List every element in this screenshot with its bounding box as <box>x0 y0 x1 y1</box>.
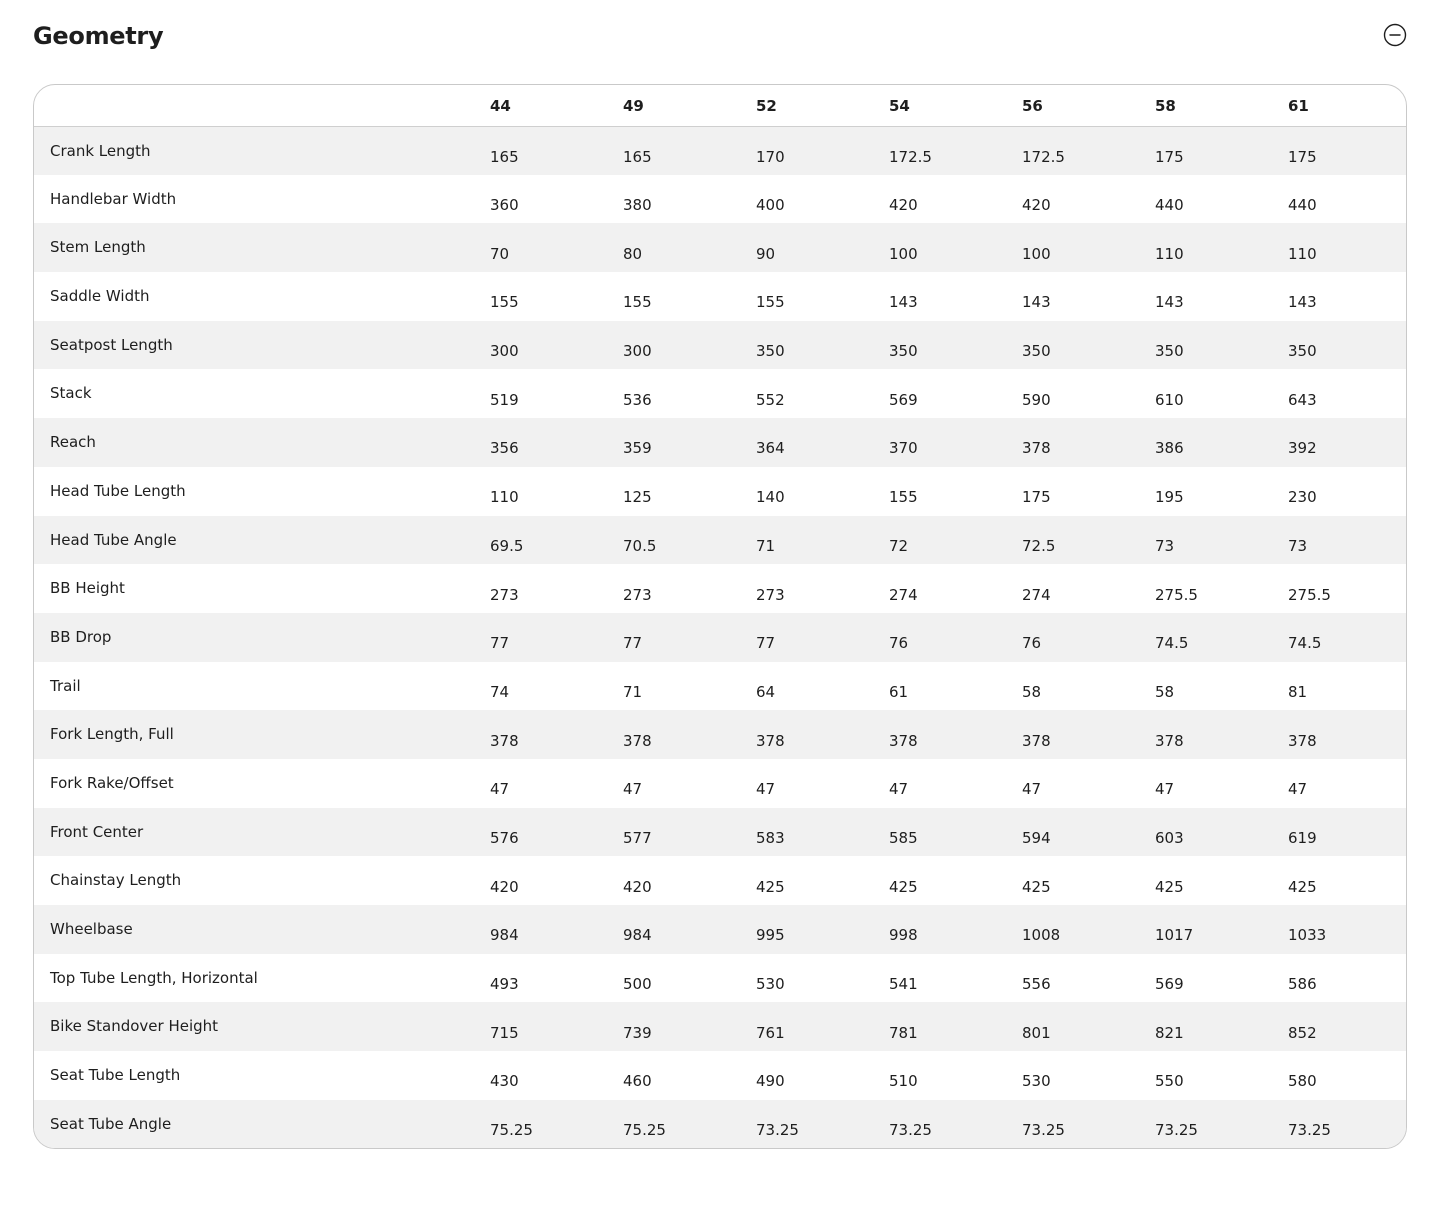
table-cell: 378 <box>490 731 519 750</box>
geometry-table <box>34 85 1406 1148</box>
row-label: Fork Length, Full <box>50 725 174 744</box>
table-cell: 425 <box>1288 877 1317 896</box>
table-cell: 519 <box>490 390 519 409</box>
table-cell: 420 <box>490 877 519 896</box>
table-cell: 155 <box>490 293 519 312</box>
size-column-header: 52 <box>756 97 777 116</box>
table-row <box>34 321 1406 370</box>
table-cell: 275.5 <box>1155 585 1198 604</box>
table-cell: 73.25 <box>756 1121 799 1140</box>
table-cell: 984 <box>490 926 519 945</box>
table-cell: 577 <box>623 828 652 847</box>
section-title: Geometry <box>33 22 164 50</box>
table-cell: 530 <box>1022 1072 1051 1091</box>
table-cell: 569 <box>1155 975 1184 994</box>
table-cell: 370 <box>889 439 918 458</box>
table-cell: 530 <box>756 975 785 994</box>
table-cell: 155 <box>889 488 918 507</box>
table-cell: 273 <box>490 585 519 604</box>
table-cell: 77 <box>490 634 510 653</box>
table-body <box>34 126 1406 1148</box>
table-row <box>34 223 1406 272</box>
table-cell: 72 <box>889 536 909 555</box>
table-cell: 1033 <box>1288 926 1327 945</box>
table-cell: 70 <box>490 244 510 263</box>
table-cell: 73.25 <box>1022 1121 1065 1140</box>
row-label: BB Height <box>50 579 125 598</box>
table-cell: 110 <box>490 488 519 507</box>
table-cell: 300 <box>490 342 519 361</box>
table-cell: 300 <box>623 342 652 361</box>
table-cell: 47 <box>623 780 643 799</box>
table-cell: 47 <box>889 780 909 799</box>
row-label: Seatpost Length <box>50 335 173 354</box>
table-cell: 77 <box>756 634 776 653</box>
table-cell: 378 <box>623 731 652 750</box>
table-cell: 490 <box>756 1072 785 1091</box>
table-cell: 392 <box>1288 439 1317 458</box>
row-label: Wheelbase <box>50 920 133 938</box>
table-cell: 195 <box>1155 488 1184 507</box>
table-cell: 100 <box>889 244 918 263</box>
row-label: Seat Tube Length <box>50 1066 181 1085</box>
table-cell: 440 <box>1155 196 1184 215</box>
table-cell: 1017 <box>1155 926 1194 945</box>
table-cell: 350 <box>1288 342 1317 361</box>
table-cell: 603 <box>1155 828 1184 847</box>
table-cell: 386 <box>1155 439 1184 458</box>
table-cell: 172.5 <box>889 147 932 166</box>
row-label: Handlebar Width <box>50 189 177 208</box>
table-cell: 541 <box>889 975 918 994</box>
table-row <box>34 808 1406 857</box>
table-cell: 359 <box>623 439 652 458</box>
table-cell: 140 <box>756 488 785 507</box>
table-cell: 460 <box>623 1072 652 1091</box>
table-cell: 364 <box>756 439 785 458</box>
row-label: Reach <box>50 433 96 452</box>
table-cell: 165 <box>490 147 519 166</box>
table-cell: 552 <box>756 390 785 409</box>
table-cell: 378 <box>889 731 918 750</box>
table-header <box>34 85 1406 126</box>
table-cell: 420 <box>889 196 918 215</box>
table-cell: 380 <box>623 196 652 215</box>
table-cell: 90 <box>756 244 776 263</box>
table-cell: 76 <box>1022 634 1042 653</box>
row-label: Stem Length <box>50 238 146 257</box>
table-cell: 493 <box>490 975 519 994</box>
table-cell: 852 <box>1288 1023 1317 1042</box>
size-column-header: 58 <box>1155 97 1176 116</box>
table-row <box>34 954 1406 1003</box>
row-label: Seat Tube Angle <box>50 1114 172 1133</box>
table-cell: 425 <box>756 877 785 896</box>
table-cell: 58 <box>1155 682 1175 701</box>
table-row <box>34 613 1406 662</box>
table-cell: 71 <box>756 536 776 555</box>
table-cell: 1008 <box>1022 926 1061 945</box>
table-cell: 74.5 <box>1288 634 1322 653</box>
table-cell: 556 <box>1022 975 1051 994</box>
row-label: Trail <box>50 676 81 695</box>
table-cell: 72.5 <box>1022 536 1056 555</box>
table-cell: 58 <box>1022 682 1042 701</box>
table-cell: 110 <box>1288 244 1317 263</box>
table-cell: 155 <box>623 293 652 312</box>
table-cell: 47 <box>1155 780 1175 799</box>
table-cell: 715 <box>490 1023 519 1042</box>
row-label: Top Tube Length, Horizontal <box>50 968 258 987</box>
table-cell: 77 <box>623 634 643 653</box>
table-cell: 75.25 <box>623 1121 666 1140</box>
row-label: Front Center <box>50 822 144 841</box>
table-cell: 61 <box>889 682 909 701</box>
table-cell: 430 <box>490 1072 519 1091</box>
table-row <box>34 710 1406 759</box>
table-cell: 350 <box>889 342 918 361</box>
table-cell: 47 <box>1288 780 1308 799</box>
table-cell: 350 <box>1155 342 1184 361</box>
row-label: Chainstay Length <box>50 871 182 890</box>
table-cell: 172.5 <box>1022 147 1065 166</box>
table-row <box>34 272 1406 321</box>
table-cell: 440 <box>1288 196 1317 215</box>
minus-circle-icon <box>1383 23 1407 47</box>
header-row <box>34 85 1406 126</box>
table-cell: 739 <box>623 1023 652 1042</box>
table-cell: 781 <box>889 1023 918 1042</box>
table-cell: 378 <box>756 731 785 750</box>
table-cell: 580 <box>1288 1072 1317 1091</box>
table-cell: 175 <box>1022 488 1051 507</box>
table-cell: 984 <box>623 926 652 945</box>
table-cell: 81 <box>1288 682 1308 701</box>
table-cell: 155 <box>756 293 785 312</box>
table-cell: 995 <box>756 926 785 945</box>
table-cell: 378 <box>1288 731 1317 750</box>
table-row <box>34 1051 1406 1100</box>
table-cell: 143 <box>1155 293 1184 312</box>
table-cell: 500 <box>623 975 652 994</box>
table-cell: 274 <box>1022 585 1051 604</box>
table-row <box>34 564 1406 613</box>
table-cell: 425 <box>1155 877 1184 896</box>
table-cell: 510 <box>889 1072 918 1091</box>
table-cell: 360 <box>490 196 519 215</box>
table-cell: 47 <box>1022 780 1042 799</box>
table-row <box>34 662 1406 711</box>
table-cell: 143 <box>1022 293 1051 312</box>
table-cell: 610 <box>1155 390 1184 409</box>
table-cell: 74.5 <box>1155 634 1189 653</box>
table-cell: 175 <box>1288 147 1317 166</box>
row-label: Stack <box>50 384 92 403</box>
table-row <box>34 1002 1406 1051</box>
table-cell: 73 <box>1288 536 1308 555</box>
header-blank-cell <box>34 85 490 126</box>
table-cell: 80 <box>623 244 643 263</box>
geometry-table-container <box>33 84 1407 1149</box>
table-cell: 550 <box>1155 1072 1184 1091</box>
row-label: Crank Length <box>50 141 151 160</box>
row-label: Bike Standover Height <box>50 1017 219 1036</box>
table-cell: 821 <box>1155 1023 1184 1042</box>
table-cell: 350 <box>1022 342 1051 361</box>
row-label: BB Drop <box>50 627 112 646</box>
table-row <box>34 759 1406 808</box>
table-cell: 420 <box>1022 196 1051 215</box>
table-cell: 801 <box>1022 1023 1051 1042</box>
table-cell: 569 <box>889 390 918 409</box>
table-cell: 73.25 <box>1288 1121 1331 1140</box>
table-row <box>34 905 1406 954</box>
table-row <box>34 516 1406 565</box>
table-cell: 170 <box>756 147 785 166</box>
table-row <box>34 175 1406 224</box>
table-cell: 143 <box>889 293 918 312</box>
table-cell: 71 <box>623 682 643 701</box>
table-cell: 400 <box>756 196 785 215</box>
table-row <box>34 1100 1406 1149</box>
table-cell: 273 <box>623 585 652 604</box>
size-column-header: 44 <box>490 97 511 116</box>
size-column-header: 56 <box>1022 97 1043 116</box>
table-cell: 47 <box>490 780 510 799</box>
table-cell: 425 <box>1022 877 1051 896</box>
row-label: Head Tube Length <box>50 481 186 500</box>
table-cell: 586 <box>1288 975 1317 994</box>
table-cell: 64 <box>756 682 776 701</box>
table-cell: 378 <box>1022 439 1051 458</box>
table-cell: 70.5 <box>623 536 657 555</box>
table-row <box>34 467 1406 516</box>
table-cell: 420 <box>623 877 652 896</box>
table-cell: 47 <box>756 780 776 799</box>
table-cell: 536 <box>623 390 652 409</box>
collapse-button[interactable] <box>1383 23 1407 47</box>
table-cell: 590 <box>1022 390 1051 409</box>
row-label: Saddle Width <box>50 287 150 306</box>
table-cell: 143 <box>1288 293 1317 312</box>
table-cell: 761 <box>756 1023 785 1042</box>
table-cell: 594 <box>1022 828 1051 847</box>
table-cell: 73.25 <box>1155 1121 1198 1140</box>
table-row <box>34 369 1406 418</box>
table-cell: 619 <box>1288 828 1317 847</box>
table-cell: 583 <box>756 828 785 847</box>
table-cell: 76 <box>889 634 909 653</box>
table-row <box>34 856 1406 905</box>
table-cell: 73.25 <box>889 1121 932 1140</box>
table-cell: 378 <box>1022 731 1051 750</box>
table-row <box>34 126 1406 175</box>
table-cell: 165 <box>623 147 652 166</box>
table-cell: 75.25 <box>490 1121 533 1140</box>
table-cell: 274 <box>889 585 918 604</box>
table-cell: 998 <box>889 926 918 945</box>
table-cell: 350 <box>756 342 785 361</box>
table-cell: 275.5 <box>1288 585 1331 604</box>
size-column-header: 54 <box>889 97 910 116</box>
table-cell: 110 <box>1155 244 1184 263</box>
table-cell: 175 <box>1155 147 1184 166</box>
table-cell: 100 <box>1022 244 1051 263</box>
size-column-header: 61 <box>1288 97 1309 116</box>
table-row <box>34 418 1406 467</box>
table-cell: 273 <box>756 585 785 604</box>
table-cell: 425 <box>889 877 918 896</box>
size-column-header: 49 <box>623 97 644 116</box>
row-label: Head Tube Angle <box>50 530 177 549</box>
table-cell: 125 <box>623 488 652 507</box>
table-cell: 643 <box>1288 390 1317 409</box>
row-label: Fork Rake/Offset <box>50 773 174 792</box>
table-cell: 73 <box>1155 536 1175 555</box>
table-cell: 230 <box>1288 488 1317 507</box>
table-cell: 69.5 <box>490 536 524 555</box>
table-cell: 378 <box>1155 731 1184 750</box>
table-cell: 74 <box>490 682 510 701</box>
table-cell: 585 <box>889 828 918 847</box>
table-cell: 576 <box>490 828 519 847</box>
table-cell: 356 <box>490 439 519 458</box>
